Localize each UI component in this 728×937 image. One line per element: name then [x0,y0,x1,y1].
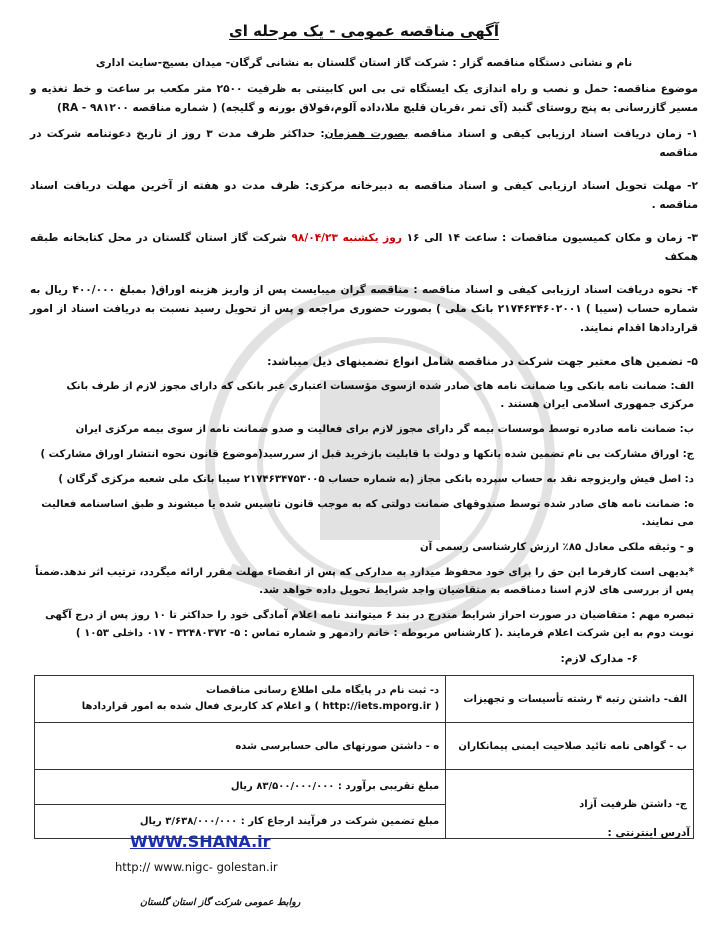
item-1-underlined: بصورت همزمان [324,128,409,140]
guarantee-item: و - وثیقه ملکی معادل ۸۵٪ ارزش کارشناسی رسمی آن [419,542,694,553]
item-3 [30,229,698,267]
tabsare-paragraph: تبصره مهم : متقاضیان در صورت احراز شرایط مندرج در بند ۶ میتوانند نامه اعلام آمادگی خود را حداکثر تا ۱۰ روز پس از درج آگهی نوبت دوم به این شرکت اعلام فرمایند .( کارشناس مربوطه : خانم رادمهر و شماره تماس : ۵- ۳۲۴۸۰۳۷۲ - ۰۱۷ داخلی ۱۰۵۳ ) [45,610,694,639]
subject-paragraph [30,80,698,118]
req-line: ( http://iets.mporg.ir ) و اعلام کد کاربری فعال شده به امور قراردادها [81,701,440,712]
page-title: آگهی مناقصه عمومی - یک مرحله ای [229,22,499,40]
organizer-line: نام و نشانی دستگاه مناقصه گزار : شرکت گاز استان گلستان به نشانی گرگان- میدان بسیج-سایت اداری [95,57,633,69]
item-3-a: ۳- زمان و مکان کمیسیون مناقصات : ساعت ۱۴ الی ۱۶ [401,232,698,244]
req-cell: الف- داشتن رتبه ۴ رشته تأسیسات و تجهیزات [446,676,694,723]
guarantee-item: ب: ضمانت نامه صادره توسط موسسات بیمه گر دارای مجوز لازم برای فعالیت و صدو ضمانت نامه از سوی بیمه مرکزی ایران [75,424,694,435]
req-cell: مبلغ تقریبی برآورد : ۸۳/۵۰۰/۰۰۰/۰۰۰ ریال [35,770,446,805]
item-2: ۲- مهلت تحویل اسناد ارزیابی کیفی و اسناد مناقصه به دبیرخانه مرکزی: ظرف مدت دو هفته از آخرین مهلت دریافت اسناد مناقصه . [30,180,698,211]
nigc-link[interactable]: http:// www.nigc- golestan.ir [115,860,278,874]
item-4: ۴- نحوه دریافت اسناد ارزیابی کیفی و اسناد مناقصه : مناقصه گران میبایست پس از واریز هزینه اوراق( بمبلغ ۴۰۰/۰۰۰ ریال به شماره حساب (سیبا ) ۲۱۷۴۶۳۴۶۰۲۰۰۱ بانک ملی ) بصورت حضوری مراجعه و پس از تحویل رسید نسبت به دریافت اسناد از امور قراردادها اقدام نمایند. [30,284,698,334]
shana-link[interactable]: WWW.SHANA.ir [130,832,271,851]
note-paragraph: *بدیهی است کارفرما این حق را برای خود محفوظ میدارد به مدارکی که پس از انقضاء مهلت مقرر ارائه میگردد، ترتیب اثر ندهد.ضمناً پس از بررسی های لازم اسنا دمناقصه به متقاضیان واجد شرایط تحویل داده خواهد شد. [35,567,694,596]
req-cell: مبلغ تضمین شرکت در فرآیند ارجاع کار : ۳/۶۳۸/۰۰۰/۰۰۰ ریال [35,804,446,839]
guarantee-item: د: اصل فیش واریزوجه نقد به حساب سپرده بانکی مجاز (به شماره حساب ۲۱۷۴۶۳۴۷۵۳۰۰۵ سیبا بانک ملی شعبه مرکزی گرگان ) [58,474,694,485]
item-1-a: ۱- زمان دریافت اسناد ارزیابی کیفی و اسناد مناقصه [408,128,698,140]
requirements-table [34,675,694,839]
req-line: د- ثبت نام در پایگاه ملی اطلاع رسانی مناقصات [206,685,440,696]
subject-text: حمل و نصب و راه اندازی یک ایستگاه تی بی اس کابینتی به ظرفیت ۲۵۰۰ متر مکعب بر ساعت و خط تغذیه و مسیر گازرسانی به پنج روستای گنبد (آی تمر ،قربان قلیچ ملا،داده آلوم،قولاق بورنه و گلیجه) ( شماره مناقصه RA - ۹۸۱۲۰۰) [30,83,698,114]
item-5-heading: ۵- تضمین های معتبر جهت شرکت در مناقصه شامل انواع تضمینهای ذیل میباشد: [267,355,698,368]
item-3-b: شرکت گاز استان گلستان در محل کتابخانه طبقه همکف [30,232,698,263]
guarantee-item: ه: ضمانت نامه های صادر شده توسط صندوقهای ضمانت دولتی که به موجب قانون تاسیس شده یا میشوند و طبق اساسنامه فعالیت می نمایند. [41,499,694,528]
footer-signature: روابط عمومی شرکت گاز استان گلستان [140,897,301,908]
guarantee-list [30,378,698,557]
req-cell: ب - گواهی نامه تائید صلاحیت ایمنی پیمانکاران [446,723,694,770]
address-label: آدرس اینترنتی : [607,827,690,839]
commission-date: روز یکشنبه ۹۸/۰۴/۲۳ [291,232,402,244]
table-row [35,723,694,770]
table-row [35,676,694,723]
guarantee-item: ج: اوراق مشارکت بی نام تضمین شده بانکها و دولت با قابلیت بازخرید قبل از سررسید(موضوع قانون نحوه انتشار اوراق مشارکت ) [40,449,694,460]
guarantee-item: الف: ضمانت نامه بانکی ویا ضمانت نامه های صادر شده ازسوی مؤسسات اعتباری غیر بانکی که دارای مجوز لازم از طرف بانک مرکزی جمهوری اسلامی ایران هستند . [66,381,694,410]
item-6-heading: ۶- مدارک لازم: [560,653,638,665]
item-1-b: : حداکثر ظرف مدت ۳ روز از تاریخ دعوتنامه شرکت در مناقصه [30,128,698,159]
req-cell: ج- داشتن ظرفیت آزاد [446,770,694,839]
subject-label: موضوع مناقصه: [613,83,699,95]
item-1 [30,125,698,163]
req-cell [35,676,446,723]
table-row [35,770,694,805]
req-cell: ه - داشتن صورتهای مالی حسابرسی شده [35,723,446,770]
